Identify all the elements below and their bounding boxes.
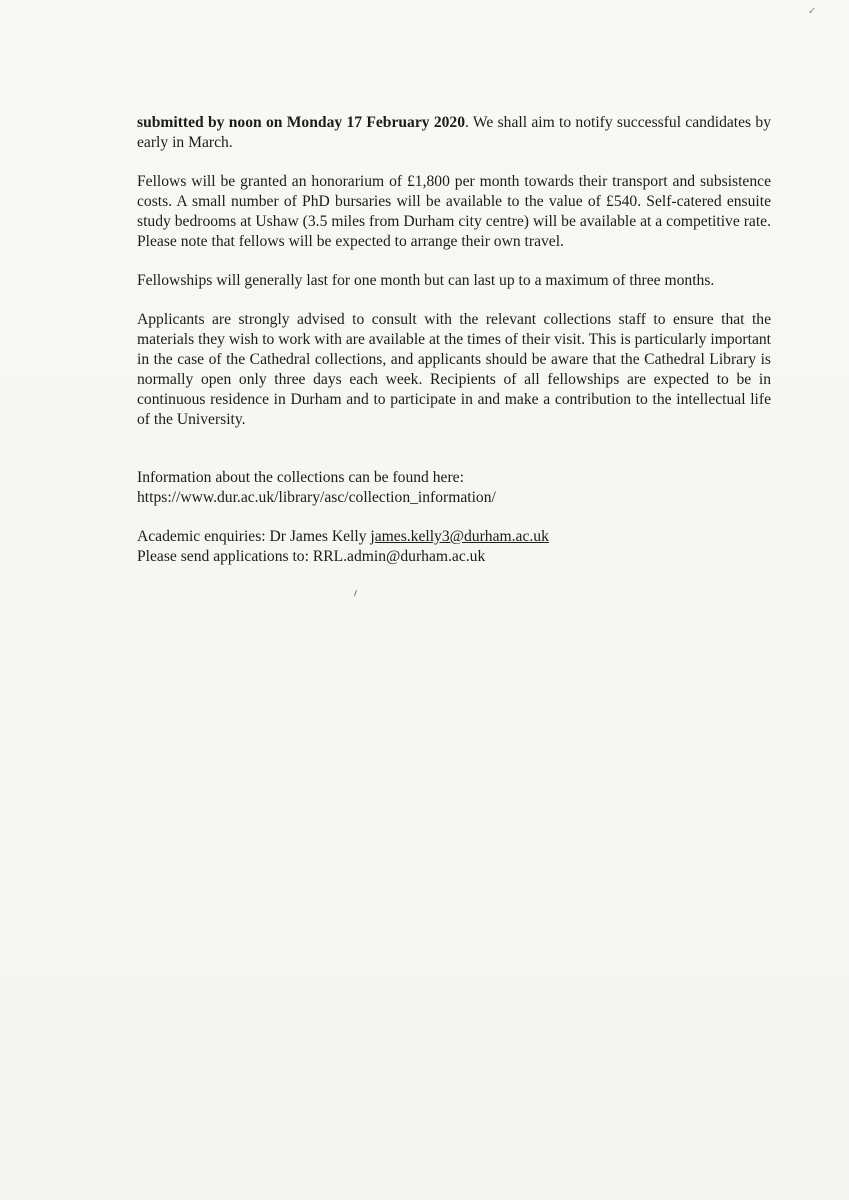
deadline-paragraph xyxy=(137,113,771,153)
academic-enquiries-line xyxy=(137,527,771,547)
scan-mark-icon: ✓ xyxy=(808,6,817,17)
duration-paragraph: Fellowships will generally last for one month but can last up to a maximum of three months. xyxy=(137,272,715,289)
collections-info-paragraph xyxy=(137,468,771,508)
contacts-paragraph xyxy=(137,527,771,567)
applicants-advice-paragraph: Applicants are strongly advised to consult with the relevant collections staff to ensure that the materials they wish to work with are available at the times of their visit. This is particularly important in the case of the Cathedral collections, and applicants should be aware that the Cathedral Library is normally open only three days each week. Recipients of all fellowships are expected to be in continuous residence in Durham and to participate in and make a contribution to the intellectual life of the University. xyxy=(137,311,771,428)
stray-pen-mark xyxy=(354,590,357,596)
honorarium-paragraph: Fellows will be granted an honorarium of £1,800 per month towards their transport and subsistence costs. A small number of PhD bursaries will be available to the value of £540. Self-catered ensuite study bedrooms at Ushaw (3.5 miles from Durham city centre) will be available at a competitive rate. Please note that fellows will be expected to arrange their own travel. xyxy=(137,173,771,250)
academic-email-link[interactable]: james.kelly3@durham.ac.uk xyxy=(370,528,549,545)
collections-info-label: Information about the collections can be found here: xyxy=(137,469,464,486)
collections-info-url[interactable]: https://www.dur.ac.uk/library/asc/collection_information/ xyxy=(137,489,496,506)
deadline-rest-text: . We shall aim to notify successful candidates by early in March. xyxy=(137,114,771,151)
deadline-bold-text: submitted by noon on Monday 17 February 2020 xyxy=(137,114,466,131)
applications-line: Please send applications to: RRL.admin@durham.ac.uk xyxy=(137,548,486,565)
document-body xyxy=(137,113,771,567)
academic-enquiries-label: Academic enquiries: Dr James Kelly xyxy=(137,528,371,545)
